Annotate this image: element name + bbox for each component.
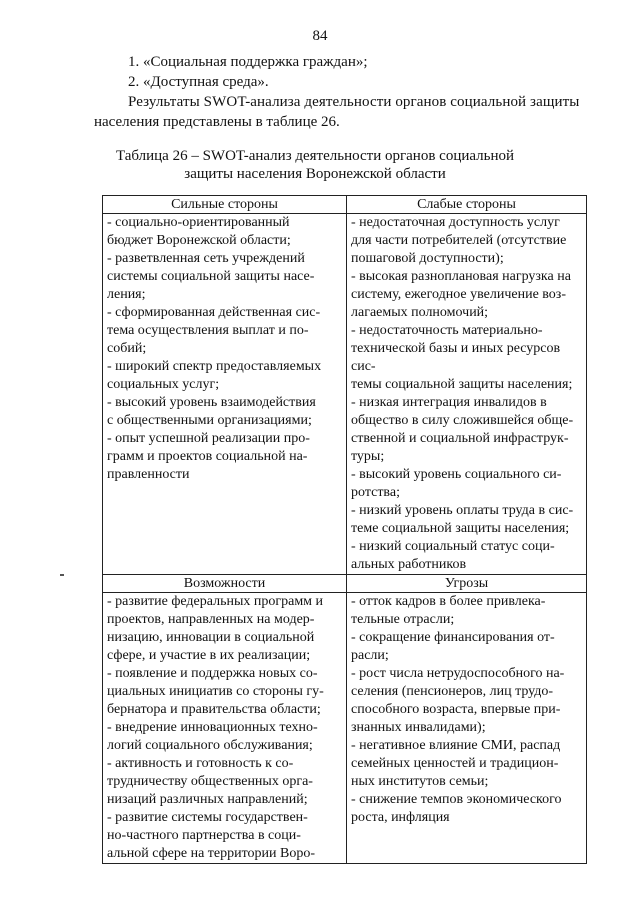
table-row	[103, 214, 587, 575]
opportunities-text: - развитие федеральных программ и проектов, направленных на модер- низацию, инновации в социальной сфере, и участие в их реализации; - появление и поддержка новых со- циальных инициатив со стороны гу- бернатора и правительства области; - внедрение инновационных техно- логий социального обслуживания; - активность и готовность к со- трудничеству общественных орга- низаций различных направлений; - развитие системы государствен- но-частного партнерства в соци- альной сфере на территории Воро-	[107, 594, 324, 861]
cell-strengths	[103, 214, 347, 575]
header-weaknesses: Слабые стороны	[347, 196, 587, 214]
cell-opportunities	[103, 593, 347, 864]
scan-mark	[60, 574, 64, 576]
table-caption-text: Таблица 26 – SWOT-анализ деятельности органов социальной защиты населения Воронежской области	[115, 148, 515, 182]
cell-weaknesses	[347, 214, 587, 575]
intro-line-3: Результаты SWOT-анализа деятельности органов социальной защиты	[128, 94, 580, 110]
cell-threats	[347, 593, 587, 864]
weaknesses-text: - недостаточная доступность услуг для части потребителей (отсутствие пошаговой доступности); - высокая разноплановая нагрузка на систему, ежегодное увеличение воз- лагаемых полномочий; - недостаточность материально- технической базы и иных ресурсов сис- темы социальной защиты населения; - низкая интеграция инвалидов в общество в силу сложившейся обще- ственной и социальной инфраструк- туры; - высокий уровень социального си- ротства; - низкий уровень оплаты труда в сис- теме социальной защиты населения; - низкий социальный статус соци- альных работников	[351, 215, 574, 572]
intro-line-1: 1. «Социальная поддержка граждан»;	[128, 54, 368, 70]
header-opportunities: Возможности	[103, 575, 347, 593]
table-row	[103, 593, 587, 864]
page-number: 84	[312, 28, 328, 44]
threats-text: - отток кадров в более привлека- тельные отрасли; - сокращение финансирования от- расли; - рост числа нетрудоспособного на- селения (пенсионеров, лиц трудо- способного возраста, впервые при- знанных инвалидами); - негативное влияние СМИ, распад семейных ценностей и традицион- ных институтов семьи; - снижение темпов экономического роста, инфляция	[351, 594, 565, 825]
swot-table	[102, 195, 587, 864]
strengths-text: - социально-ориентированный бюджет Воронежской области; - разветвленная сеть учреждений системы социальной защиты насе- ления; - сформированная действенная сис- тема осуществления выплат и по- собий; - широкий спектр предоставляемых социальных услуг; - высокий уровень взаимодействия с общественными организациями; - опыт успешной реализации про- грамм и проектов социальной на- правленности	[107, 215, 322, 482]
table-caption	[100, 147, 530, 183]
header-threats: Угрозы	[347, 575, 587, 593]
table-header-row	[103, 575, 587, 593]
intro-line-4: населения представлены в таблице 26.	[94, 114, 340, 130]
intro-line-2: 2. «Доступная среда».	[128, 74, 269, 90]
header-strengths: Сильные стороны	[103, 196, 347, 214]
table-header-row	[103, 196, 587, 214]
